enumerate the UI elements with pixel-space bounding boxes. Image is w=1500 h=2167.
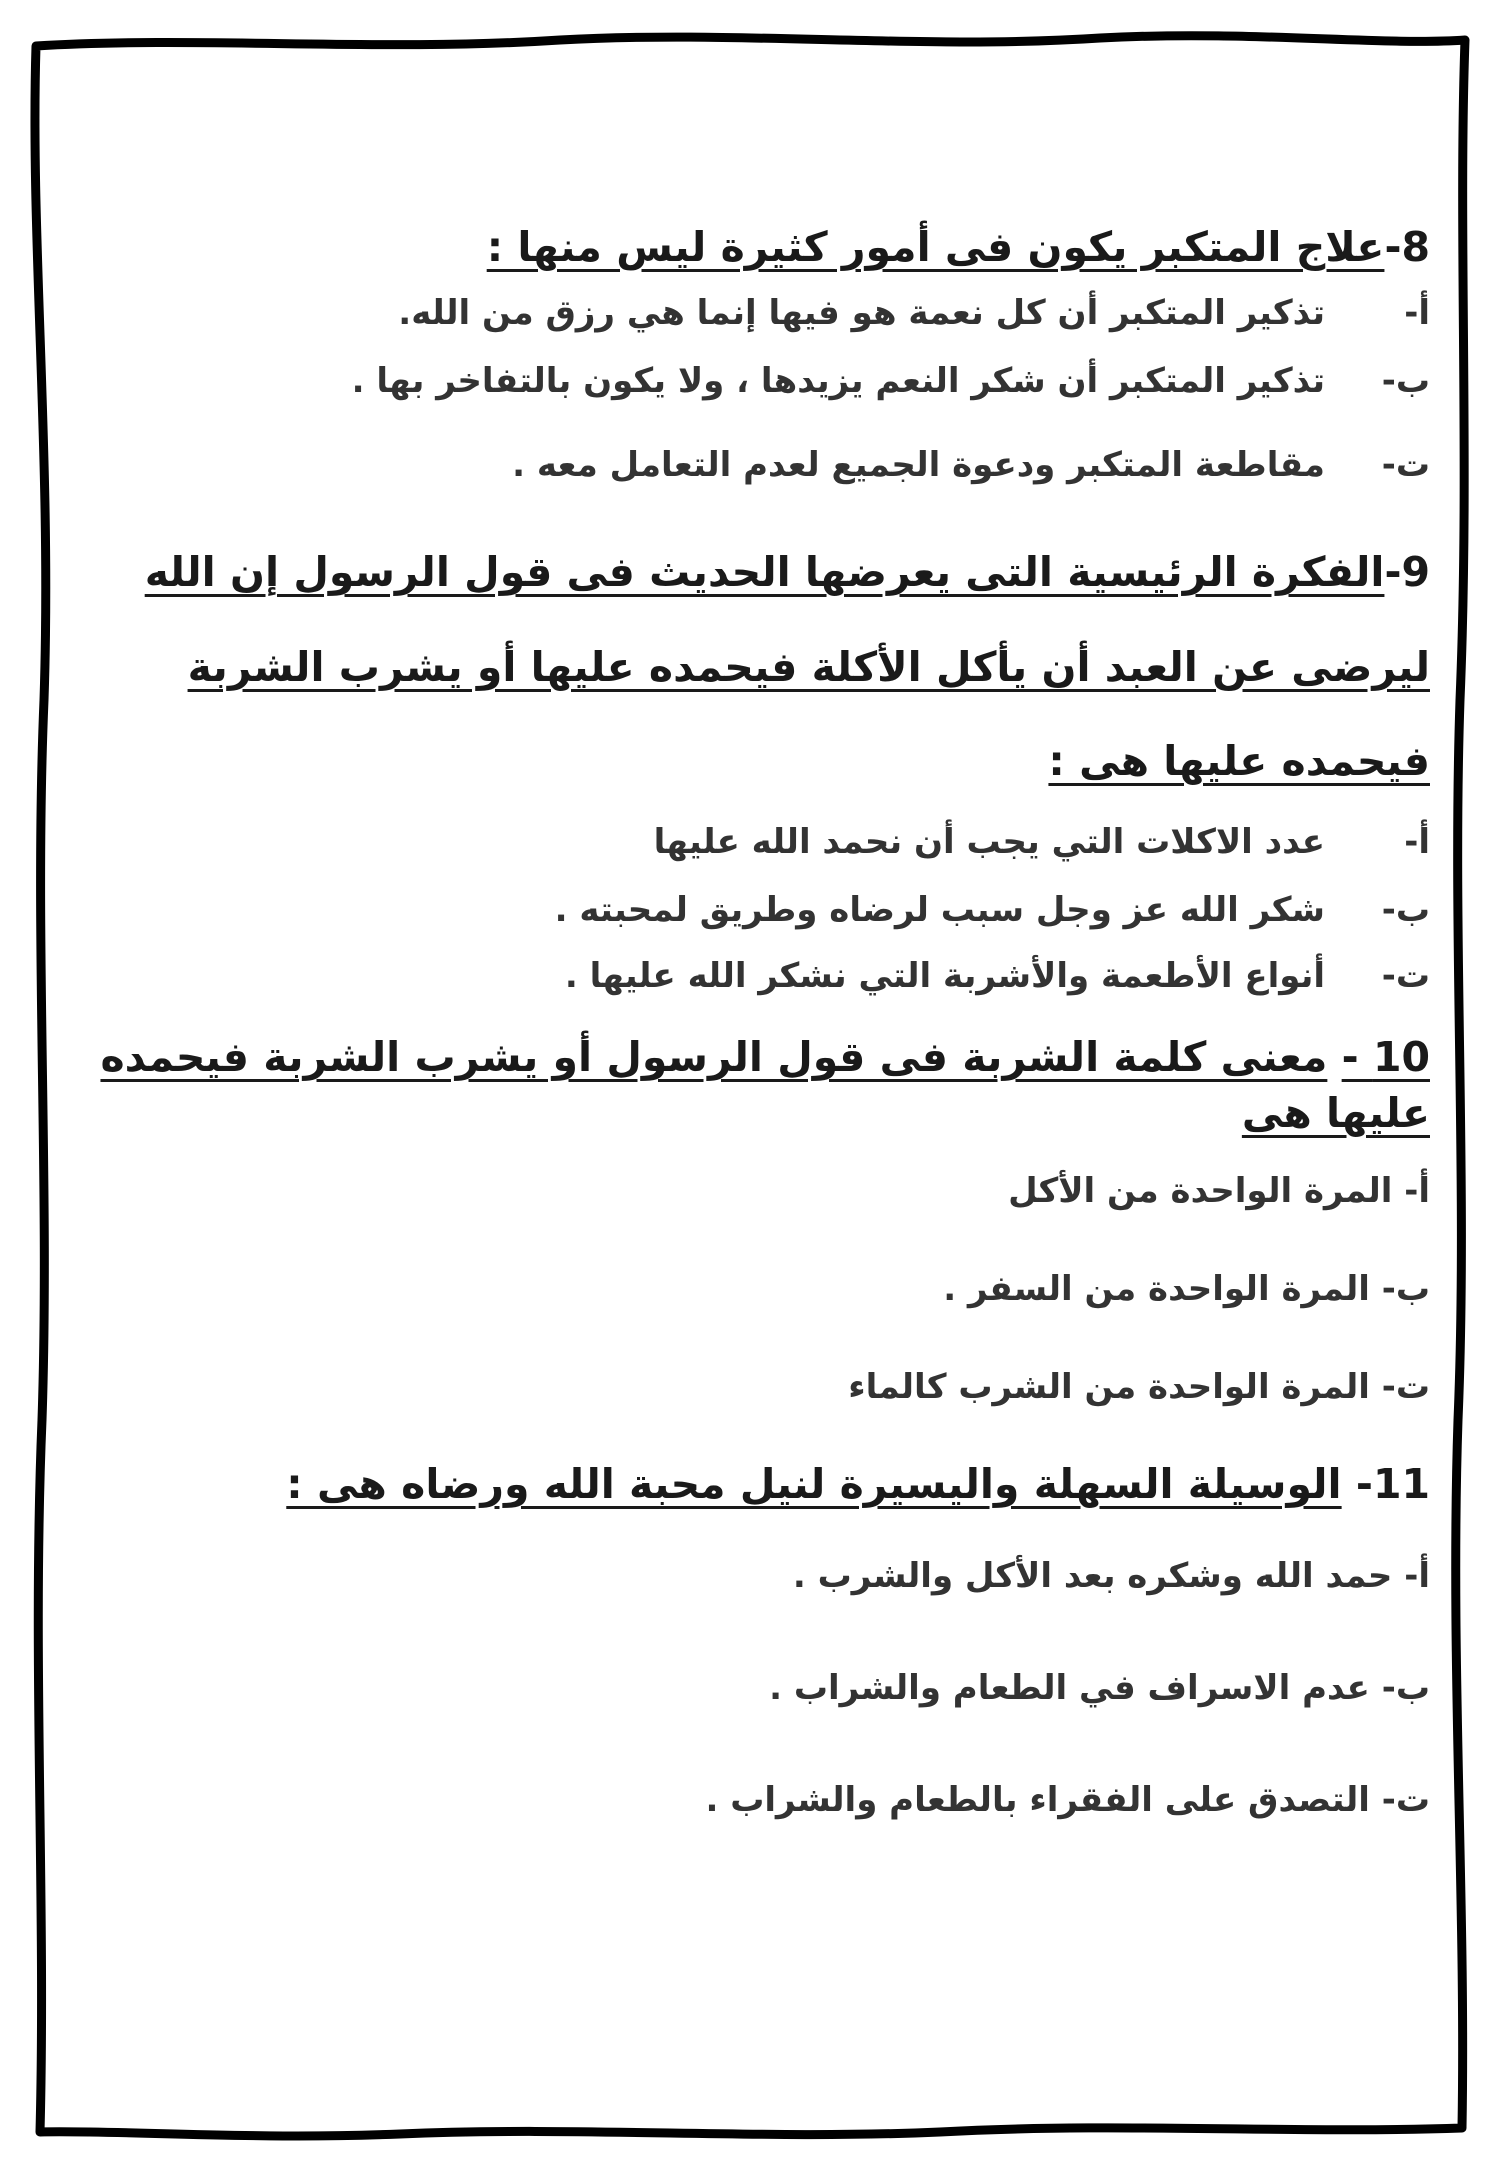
option-letter: ت- <box>1381 956 1430 997</box>
question-8 <box>70 220 1430 485</box>
question-11 <box>70 1457 1430 1820</box>
q9-option-a[interactable] <box>70 822 1430 862</box>
q8-option-a[interactable] <box>70 293 1430 333</box>
q11-option-b[interactable]: ب- عدم الاسراف في الطعام والشراب . <box>769 1668 1430 1709</box>
question-10-number: 10 - <box>1341 1033 1430 1082</box>
option-text: أنواع الأطعمة والأشربة التي نشكر الله عليها . <box>564 956 1325 997</box>
option-letter: ب- <box>1381 890 1430 931</box>
worksheet <box>70 220 1430 2107</box>
q9-option-c[interactable] <box>70 956 1430 996</box>
question-9 <box>70 525 1430 996</box>
option-text: مقاطعة المتكبر ودعوة الجميع لعدم التعامل معه . <box>512 445 1325 486</box>
question-11-heading <box>70 1457 1430 1512</box>
question-8-heading <box>70 220 1430 275</box>
option-text: تذكير المتكبر أن كل نعمة هو فيها إنما هي رزق من الله. <box>398 293 1325 334</box>
question-10-heading <box>70 1030 1430 1141</box>
question-9-number: 9- <box>1384 548 1430 597</box>
question-10 <box>70 1030 1430 1407</box>
q11-option-c[interactable]: ت- التصدق على الفقراء بالطعام والشراب . <box>705 1780 1430 1821</box>
question-9-heading <box>70 525 1430 808</box>
question-9-text: الفكرة الرئيسية التى يعرضها الحديث فى قول الرسول إن الله ليرضى عن العبد أن يأكل الأكلة فيحمده عليها أو يشرب الشربة فيحمده عليها هى : <box>144 548 1430 785</box>
option-text: شكر الله عز وجل سبب لرضاه وطريق لمحبته . <box>554 890 1325 931</box>
question-8-text: علاج المتكبر يكون فى أمور كثيرة ليس منها : <box>486 223 1385 271</box>
question-11-number: 11- <box>1355 1459 1430 1508</box>
question-11-text: الوسيلة السهلة واليسيرة لنيل محبة الله ورضاه هى : <box>286 1459 1342 1508</box>
option-letter: أ- <box>1404 293 1430 334</box>
question-8-number: 8- <box>1384 223 1430 271</box>
q11-option-a[interactable]: أ- حمد الله وشكره بعد الأكل والشرب . <box>792 1556 1430 1597</box>
option-text: تذكير المتكبر أن شكر النعم يزيدها ، ولا يكون بالتفاخر بها . <box>351 361 1325 402</box>
q8-option-b[interactable] <box>70 361 1430 401</box>
option-text: عدد الاكلات التي يجب أن نحمد الله عليها <box>653 822 1325 863</box>
option-letter: ب- <box>1381 361 1430 402</box>
question-10-text: معنى كلمة الشربة فى قول الرسول أو يشرب الشربة فيحمده عليها هى <box>100 1033 1430 1137</box>
q9-option-b[interactable] <box>70 890 1430 930</box>
q10-option-a[interactable]: أ- المرة الواحدة من الأكل <box>1008 1170 1430 1211</box>
q10-option-b[interactable]: ب- المرة الواحدة من السفر . <box>943 1268 1430 1309</box>
option-letter: أ- <box>1404 822 1430 863</box>
option-letter: ت- <box>1381 445 1430 486</box>
q8-option-c[interactable] <box>70 445 1430 485</box>
q10-option-c[interactable]: ت- المرة الواحدة من الشرب كالماء <box>848 1366 1430 1407</box>
